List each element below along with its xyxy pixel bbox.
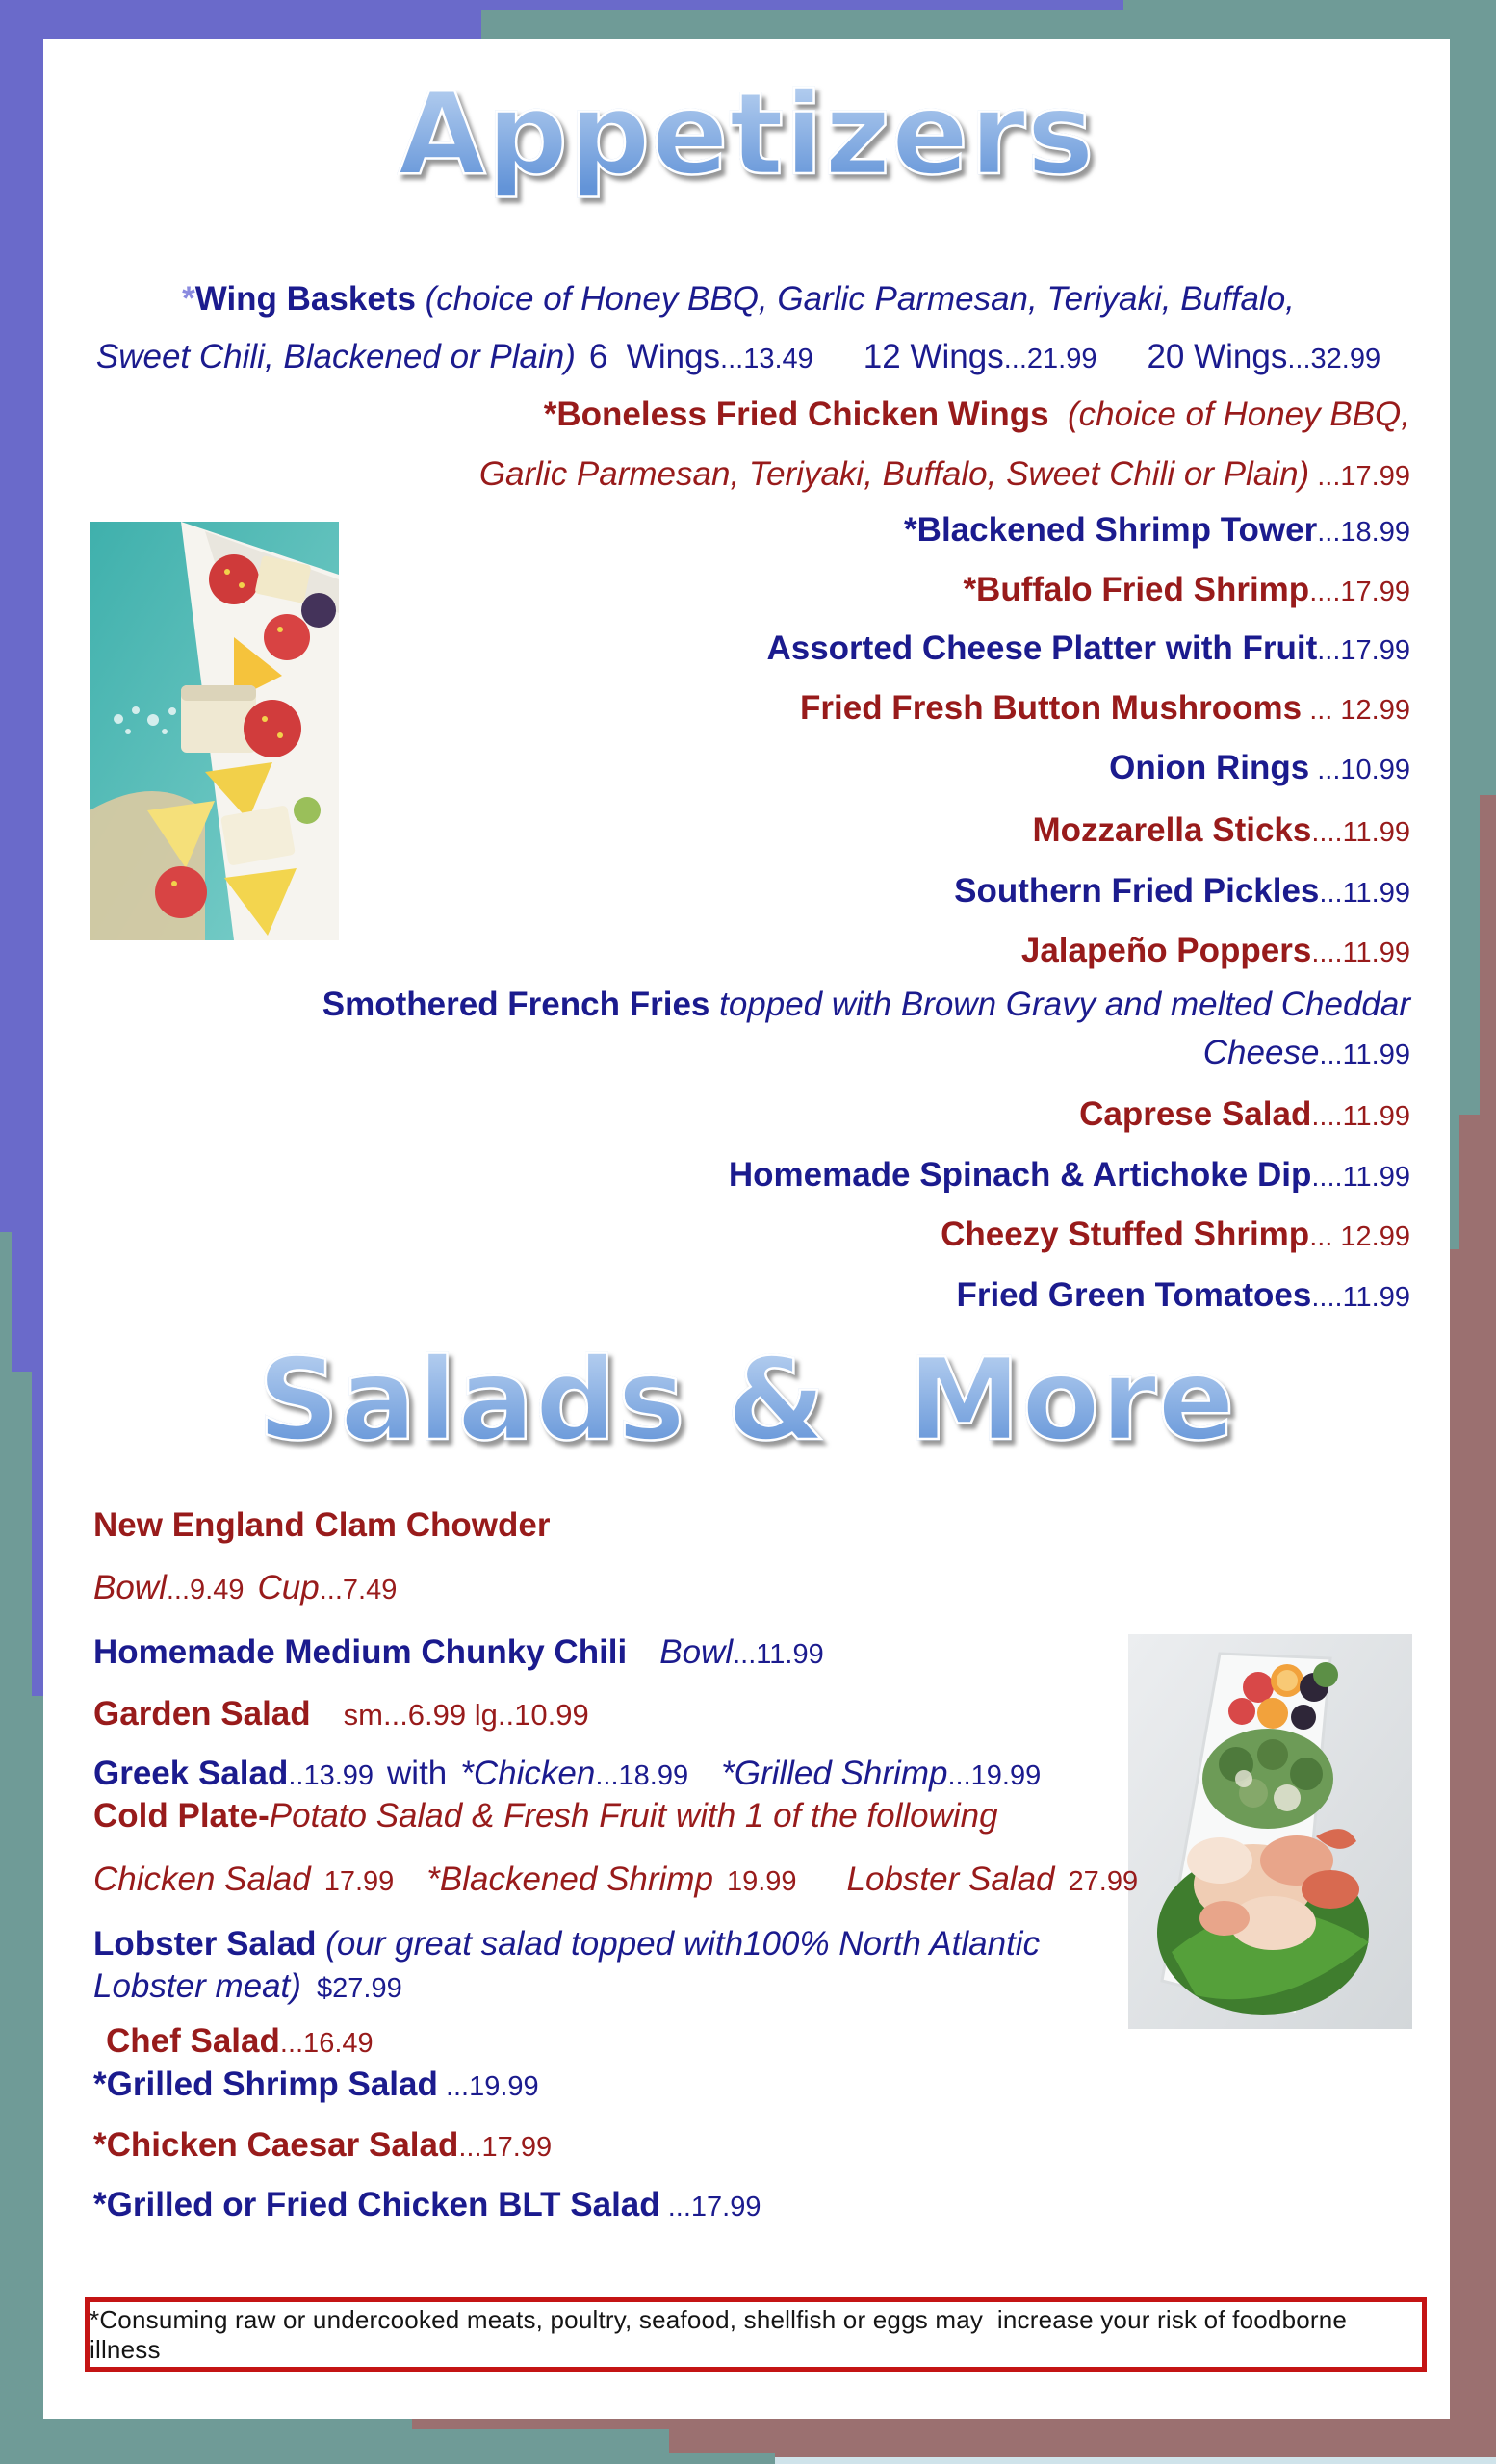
item-description: Lobster meat) xyxy=(93,1967,301,2005)
item-description: Garlic Parmesan, Teriyaki, Buffalo, Sweet Chili or Plain) xyxy=(478,455,1310,493)
item-description: Sweet Chili, Blackened or Plain) xyxy=(95,338,576,375)
menu-item-wing-baskets-line1 xyxy=(43,279,1433,319)
item-price: ...13.49 xyxy=(720,344,813,374)
item-name: Fried Green Tomatoes xyxy=(956,1276,1312,1314)
item-price: ... 12.99 xyxy=(1302,695,1410,726)
item-description: (choice of Honey BBQ, xyxy=(1048,396,1410,433)
size-label: 6 Wings xyxy=(588,338,721,375)
menu-item-clam-chowder-sizes xyxy=(93,1568,397,1607)
menu-item-chunky-chili xyxy=(93,1632,824,1672)
item-price: ...10.99 xyxy=(1309,755,1410,785)
menu-item-blackened-shrimp-tower xyxy=(43,510,1410,550)
menu-item-smothered-fries-line1 xyxy=(43,985,1410,1024)
item-price: ...7.49 xyxy=(319,1575,398,1605)
item-price: ....11.99 xyxy=(1311,1282,1410,1313)
item-description: Potato Salad & Fresh Fruit with 1 of the following xyxy=(269,1797,998,1835)
item-price: ...18.99 xyxy=(595,1760,689,1791)
wing-baskets-asterisk: * xyxy=(182,280,195,318)
menu-item-smothered-fries-line2 xyxy=(43,1033,1410,1072)
item-price: ....11.99 xyxy=(1311,1101,1410,1132)
item-name: *Grilled or Fried Chicken BLT Salad xyxy=(93,2186,660,2223)
item-price: ... 12.99 xyxy=(1309,1221,1410,1252)
item-price: ...18.99 xyxy=(1317,517,1410,548)
dash: - xyxy=(258,1797,270,1835)
item-name: Wing Baskets xyxy=(194,280,416,318)
item-name: *Buffalo Fried Shrimp xyxy=(963,571,1310,608)
size-label: Bowl xyxy=(659,1633,734,1671)
disclaimer-box xyxy=(85,2297,1427,2372)
item-name: Smothered French Fries xyxy=(322,986,710,1023)
menu-item-onion-rings xyxy=(43,748,1410,787)
item-price: ...17.99 xyxy=(458,2132,553,2163)
item-price: ...11.99 xyxy=(1319,878,1410,909)
size-label: 12 Wings xyxy=(863,338,1004,375)
menu-item-cold-plate xyxy=(93,1796,998,1835)
item-price: ...17.99 xyxy=(659,2192,761,2222)
item-name: *Blackened Shrimp Tower xyxy=(904,511,1318,549)
item-name: Lobster Salad xyxy=(93,1925,317,1963)
menu-item-clam-chowder xyxy=(93,1505,551,1545)
item-name: Assorted Cheese Platter with Fruit xyxy=(766,629,1318,667)
menu-item-grilled-shrimp-salad xyxy=(93,2065,539,2104)
option-name: Lobster Salad xyxy=(846,1861,1055,1898)
item-price: ...19.99 xyxy=(947,1760,1042,1791)
size-label: Cup xyxy=(257,1569,320,1606)
item-name: Fried Fresh Button Mushrooms xyxy=(800,689,1303,727)
item-price: ...9.49 xyxy=(166,1575,245,1605)
item-name: Caprese Salad xyxy=(1079,1095,1312,1133)
item-price: ...32.99 xyxy=(1287,344,1381,374)
menu-item-cold-plate-options xyxy=(93,1860,1138,1899)
item-name: Cheezy Stuffed Shrimp xyxy=(941,1216,1310,1253)
salads-section-title: Salads & More xyxy=(43,1333,1450,1466)
item-price: ....11.99 xyxy=(1311,937,1410,968)
item-name: Greek Salad xyxy=(93,1755,289,1792)
menu-item-cheese-platter xyxy=(43,629,1410,668)
item-price: ...16.49 xyxy=(279,2028,374,2059)
item-name: Cold Plate xyxy=(93,1797,259,1835)
item-name: Mozzarella Sticks xyxy=(1032,811,1312,849)
item-price: ...11.99 xyxy=(1319,1040,1410,1070)
item-price: ....17.99 xyxy=(1309,577,1410,607)
disclaimer-text: *Consuming raw or undercooked meats, poultry, seafood, shellfish or eggs may increase your risk of foodborne illness xyxy=(90,2304,1348,2364)
item-name: *Boneless Fried Chicken Wings xyxy=(543,396,1049,433)
menu-item-wing-baskets-line2 xyxy=(43,337,1433,376)
item-name: Jalapeño Poppers xyxy=(1020,932,1312,969)
item-price: ...11.99 xyxy=(733,1639,824,1670)
item-price: 17.99 xyxy=(323,1866,395,1897)
item-price: ...21.99 xyxy=(1003,344,1097,374)
size-prices: sm...6.99 lg..10.99 xyxy=(343,1698,589,1732)
item-name: Homemade Medium Chunky Chili xyxy=(93,1633,628,1671)
item-name: Garden Salad xyxy=(93,1695,311,1732)
item-name: Chef Salad xyxy=(106,2022,280,2060)
item-name: Homemade Spinach & Artichoke Dip xyxy=(728,1156,1312,1194)
size-label: 20 Wings xyxy=(1147,338,1288,375)
item-description: (our great salad topped with100% North Atlantic xyxy=(316,1925,1041,1963)
menu-item-fried-mushrooms xyxy=(43,688,1410,728)
menu-item-boneless-wings-line2 xyxy=(43,454,1410,494)
appetizers-section-title: Appetizers xyxy=(43,67,1450,200)
option-name: *Blackened Shrimp xyxy=(426,1861,713,1898)
menu-item-buffalo-fried-shrimp xyxy=(43,570,1410,609)
item-name: *Grilled Shrimp Salad xyxy=(93,2066,438,2103)
menu-item-chef-salad xyxy=(106,2021,374,2061)
menu-item-boneless-wings-line1 xyxy=(43,395,1410,434)
item-name: Onion Rings xyxy=(1109,749,1310,786)
item-description: Cheese xyxy=(1202,1034,1320,1071)
item-name: *Chicken Caesar Salad xyxy=(93,2126,459,2164)
menu-item-greek-salad xyxy=(93,1754,1041,1793)
size-label: Bowl xyxy=(93,1569,167,1606)
menu-item-chicken-caesar-salad xyxy=(93,2125,552,2165)
item-price: ...17.99 xyxy=(1309,461,1410,492)
menu-item-lobster-salad-line1 xyxy=(93,1924,1040,1964)
option-name: Chicken Salad xyxy=(93,1861,311,1898)
item-name: New England Clam Chowder xyxy=(93,1506,551,1544)
with-label: with xyxy=(387,1755,448,1792)
menu-item-southern-fried-pickles xyxy=(43,871,1410,911)
item-price: ....11.99 xyxy=(1311,817,1410,848)
item-price: $27.99 xyxy=(300,1973,402,2004)
menu-item-fried-green-tomatoes xyxy=(43,1275,1410,1315)
item-price: ...17.99 xyxy=(1317,635,1410,666)
menu-item-chicken-blt-salad xyxy=(93,2185,761,2224)
item-price: 19.99 xyxy=(726,1866,797,1897)
item-price: ...19.99 xyxy=(437,2071,539,2102)
item-name: Southern Fried Pickles xyxy=(954,872,1320,910)
menu-item-cheezy-stuffed-shrimp xyxy=(43,1215,1410,1254)
menu-item-spinach-artichoke-dip xyxy=(43,1155,1410,1194)
menu-item-garden-salad xyxy=(93,1694,589,1733)
menu-item-lobster-salad-line2 xyxy=(93,1966,402,2006)
option-name: *Chicken xyxy=(460,1755,596,1792)
item-description: topped with Brown Gravy and melted Cheddar xyxy=(709,986,1410,1023)
option-name: *Grilled Shrimp xyxy=(721,1755,948,1792)
item-price: ..13.99 xyxy=(288,1760,374,1791)
menu-item-caprese-salad xyxy=(43,1094,1410,1134)
item-description: (choice of Honey BBQ, Garlic Parmesan, Teriyaki, Buffalo, xyxy=(415,280,1295,318)
item-price: ....11.99 xyxy=(1311,1162,1410,1193)
item-price: 27.99 xyxy=(1068,1866,1139,1897)
menu-item-mozzarella-sticks xyxy=(43,810,1410,850)
menu-item-jalapeno-poppers xyxy=(43,931,1410,970)
